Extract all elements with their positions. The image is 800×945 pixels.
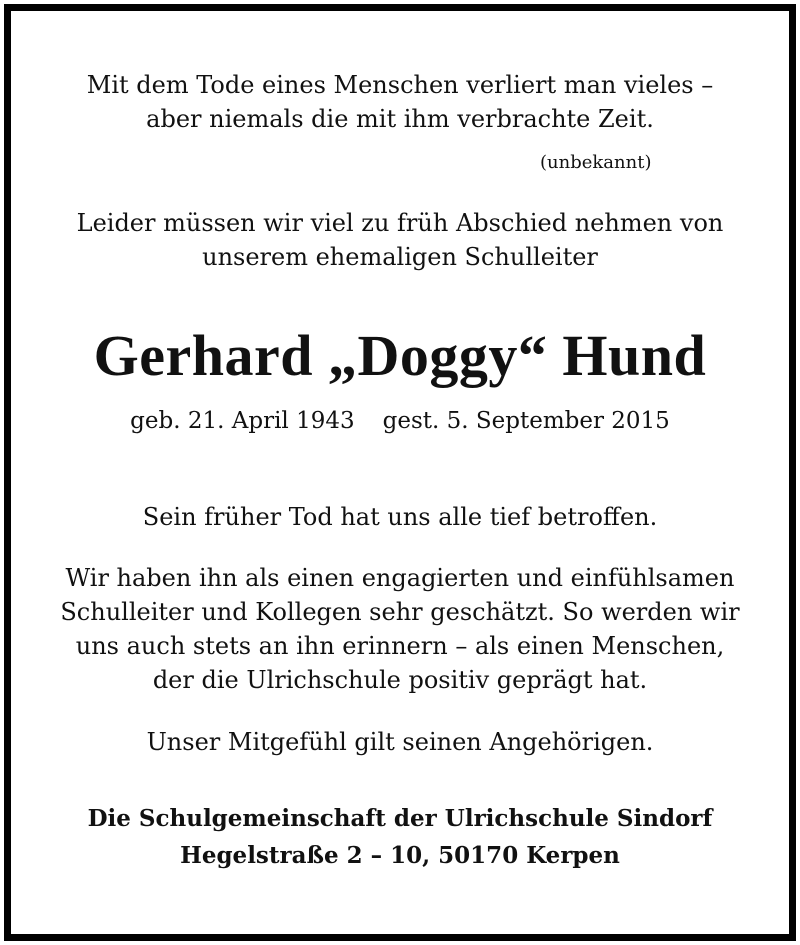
deceased-name: Gerhard „Doggy“ Hund xyxy=(93,323,707,388)
signature-organization: Die Schulgemeinschaft der Ulrichschule Sindorf xyxy=(87,805,713,832)
signature-address: Hegelstraße 2 – 10, 50170 Kerpen xyxy=(180,842,620,869)
birth-date: geb. 21. April 1943 xyxy=(130,408,355,434)
sympathy-statement: Unser Mitgefühl gilt seinen Angehörigen. xyxy=(146,728,654,756)
life-dates xyxy=(0,404,800,438)
quote-line-1: Mit dem Tode eines Menschen verliert man vieles – xyxy=(86,71,714,99)
intro-line-1: Leider müssen wir viel zu früh Abschied nehmen von xyxy=(76,209,724,237)
tribute-line-3: uns auch stets an ihn erinnern – als einen Menschen, xyxy=(75,632,725,660)
tribute-line-4: der die Ulrichschule positiv geprägt hat. xyxy=(152,666,648,694)
intro-line-2: unserem ehemaligen Schulleiter xyxy=(202,243,598,271)
tribute-line-2: Schulleiter und Kollegen sehr geschätzt. So werden wir xyxy=(60,598,740,626)
tribute-line-1: Wir haben ihn als einen engagierten und einfühlsamen xyxy=(65,564,735,592)
quote-line-2: aber niemals die mit ihm verbrachte Zeit. xyxy=(146,105,654,133)
quote-attribution: (unbekannt) xyxy=(540,152,652,173)
death-date: gest. 5. September 2015 xyxy=(382,408,670,434)
shock-statement: Sein früher Tod hat uns alle tief betroffen. xyxy=(142,503,658,531)
